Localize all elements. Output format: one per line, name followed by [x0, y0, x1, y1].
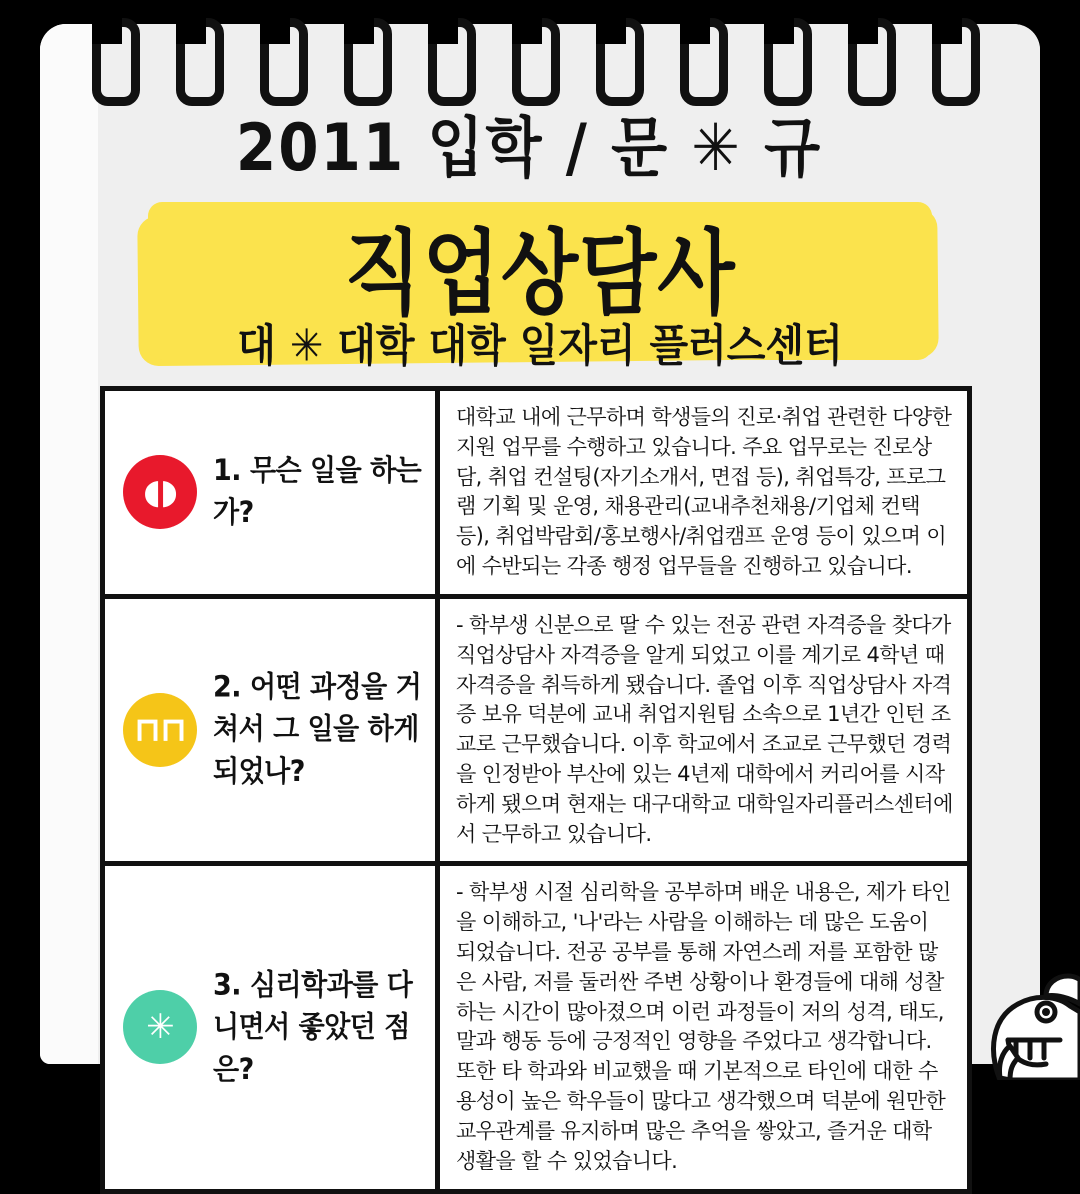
qa-question-text: 3. 심리학과를 다니면서 좋았던 점은?	[213, 968, 413, 1087]
qa-answer-text: - 학부생 시절 심리학을 공부하며 배운 내용은, 제가 타인을 이해하고, '나'라는 사람을 이해하는 데 많은 도움이 되었습니다. 전공 공부를 통해 자연스레 저를 포함한 많은 사람, 저를 둘러싼 주변 상황이나 환경들에 대해 성찰하는 시간이 많아졌으며 이런 과정들이 저의 성격, 태도, 말과 행동 등에 긍정적인 영향을 주었다고 생각합니다. 또한 타 학과와 비교했을 때 기본적으로 타인에 대한 수용성이 높은 학우들이 많다고 생각했으며 덕분에 원만한 교우관계를 유지하며 많은 추억을 쌓았고, 즐거운 대학 생활을 할 수 있었습니다.	[435, 866, 967, 1188]
headline-block	[130, 196, 950, 372]
qa-answer-text: - 학부생 신분으로 딸 수 있는 전공 관련 자격증을 찾다가 직업상담사 자격증을 알게 되었고 이를 계기로 4학년 때 자격증을 취득하게 됐습니다. 졸업 이후 직업상담사 자격증 보유 덕분에 교내 취업지원팀 소속으로 1년간 인턴 조교로 근무했습니다. 이후 학교에서 조교로 근무했던 경력을 인정받아 부산에 있는 4년제 대학에서 커리어를 시작하게 됐으며 현재는 대구대학교 대학일자리플러스센터에서 근무하고 있습니다.	[435, 599, 967, 862]
qa-answer-text: 대학교 내에 근무하며 학생들의 진로·취업 관련한 다양한 지원 업무를 수행하고 있습니다. 주요 업무로는 진로상담, 취업 컨설팅(자기소개서, 면접 등), 취업특강, 프로그램 기획 및 운영, 채용관리(교내추천채용/기업체 컨택 등), 취업박람회/홍보행사/취업캠프 운영 등이 있으며 이에 수반되는 각종 행정 업무들을 진행하고 있습니다.	[435, 391, 967, 594]
qa-row	[105, 866, 967, 1188]
subheadline-text: 대 ✳ 대학 대학 일자리 플러스센터	[237, 321, 843, 372]
headline-text: 직업상담사	[344, 220, 736, 328]
qa-question-cell	[105, 866, 435, 1188]
red-circle-icon: ◖◗	[123, 455, 197, 529]
qa-question-cell	[105, 599, 435, 862]
page-title	[58, 100, 1000, 184]
yellow-circle-icon: ⊓⊓	[123, 693, 197, 767]
qa-row	[105, 391, 967, 599]
qa-question-cell	[105, 391, 435, 594]
qa-table	[100, 386, 972, 1194]
qa-row	[105, 599, 967, 867]
green-circle-icon: ✳	[123, 990, 197, 1064]
qa-question-text: 2. 어떤 과정을 거쳐서 그 일을 하게 되었나?	[213, 671, 422, 790]
qa-question-text: 1. 무슨 일을 하는가?	[213, 454, 422, 531]
dinosaur-mascot	[850, 900, 1080, 1080]
page-title-text: 2011 입학 / 문 ✳ 규	[235, 109, 823, 186]
